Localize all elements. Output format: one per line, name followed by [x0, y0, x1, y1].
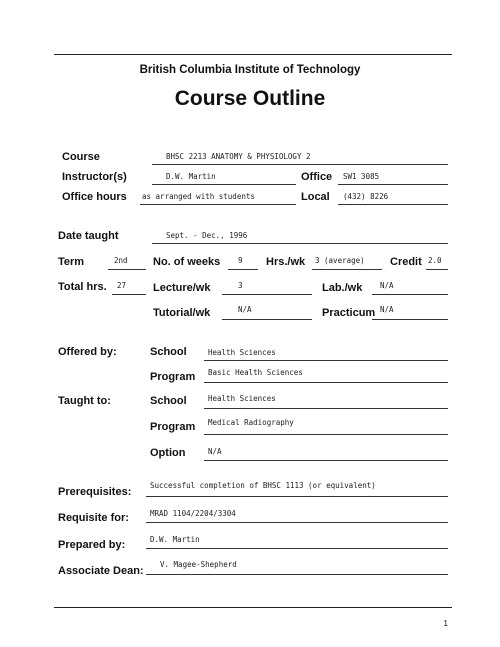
- tutorial-value: N/A: [238, 305, 252, 314]
- total-hours-line: [112, 294, 146, 295]
- term-value: 2nd: [114, 256, 128, 265]
- lecture-line: [222, 294, 312, 295]
- date-taught-line: [152, 243, 448, 244]
- offered-school-line: [204, 360, 448, 361]
- taught-program-label: Program: [150, 421, 196, 433]
- total-hours-value: 27: [117, 281, 127, 290]
- office-line: [338, 184, 448, 185]
- lecture-value: 3: [238, 281, 243, 290]
- tutorial-label: Tutorial/wk: [153, 307, 211, 319]
- lab-line: [372, 294, 448, 295]
- requisite-for-label: Requisite for:: [58, 512, 129, 524]
- prepared-by-label: Prepared by:: [58, 539, 126, 551]
- term-line: [108, 269, 146, 270]
- tutorial-line: [222, 319, 312, 320]
- taught-option-label: Option: [150, 447, 186, 459]
- course-value: BHSC 2213 ANATOMY & PHYSIOLOGY 2: [166, 152, 311, 161]
- course-label: Course: [62, 151, 100, 163]
- page-number: 1: [443, 619, 448, 628]
- credit-label: Credit: [390, 256, 422, 268]
- prepared-by-value: D.W. Martin: [150, 535, 200, 544]
- associate-dean-line: [146, 574, 448, 575]
- page-title: Course Outline: [174, 87, 326, 110]
- total-hours-label: Total hrs.: [58, 281, 107, 293]
- prerequisites-value: Successful completion of BHSC 1113 (or equivalent): [150, 481, 376, 490]
- associate-dean-value: V. Magee-Shepherd: [160, 560, 237, 569]
- local-line: [338, 204, 448, 205]
- lecture-label: Lecture/wk: [153, 282, 211, 294]
- offered-program-label: Program: [150, 371, 196, 383]
- lab-value: N/A: [380, 281, 394, 290]
- credit-value: 2.0: [428, 256, 442, 265]
- offered-school-value: Health Sciences: [208, 348, 276, 357]
- office-hours-line: [140, 204, 296, 205]
- offered-school-label: School: [150, 346, 187, 358]
- offered-program-value: Basic Health Sciences: [208, 368, 303, 377]
- term-label: Term: [58, 256, 85, 268]
- office-value: SW1 3085: [343, 172, 380, 181]
- instructor-line: [152, 184, 296, 185]
- weeks-label: No. of weeks: [153, 256, 221, 268]
- local-label: Local: [301, 191, 330, 203]
- office-hours-value: as arranged with students: [142, 192, 255, 201]
- top-rule: [54, 54, 452, 55]
- institution-name: British Columbia Institute of Technology: [139, 64, 361, 76]
- date-taught-value: Sept. - Dec., 1996: [166, 231, 248, 240]
- practicum-value: N/A: [380, 305, 394, 314]
- hrswk-line: [312, 269, 382, 270]
- prerequisites-label: Prerequisites:: [58, 486, 132, 498]
- taught-school-line: [204, 408, 448, 409]
- requisite-for-value: MRAD 1104/2204/3304: [150, 509, 236, 518]
- office-label: Office: [301, 171, 333, 183]
- weeks-line: [228, 269, 258, 270]
- lab-label: Lab./wk: [322, 282, 363, 294]
- offered-program-line: [204, 382, 448, 383]
- practicum-label: Practicum: [322, 307, 376, 319]
- taught-program-value: Medical Radiography: [208, 418, 294, 427]
- date-taught-label: Date taught: [58, 230, 119, 242]
- office-hours-label: Office hours: [62, 191, 127, 203]
- taught-program-line: [204, 434, 448, 435]
- instructor-label: Instructor(s): [62, 171, 127, 183]
- taught-school-label: School: [150, 395, 187, 407]
- taught-to-label: Taught to:: [58, 395, 111, 407]
- offered-by-label: Offered by:: [58, 346, 117, 358]
- course-line: [152, 164, 448, 165]
- taught-option-value: N/A: [208, 447, 222, 456]
- credit-line: [426, 269, 448, 270]
- taught-option-line: [204, 460, 448, 461]
- taught-school-value: Health Sciences: [208, 394, 276, 403]
- local-value: (432) 8226: [343, 192, 389, 201]
- hrswk-value: 3 (average): [315, 256, 365, 265]
- associate-dean-label: Associate Dean:: [58, 565, 144, 577]
- bottom-rule: [54, 607, 452, 608]
- weeks-value: 9: [238, 256, 243, 265]
- requisite-for-line: [146, 522, 448, 523]
- hrswk-label: Hrs./wk: [266, 256, 306, 268]
- practicum-line: [372, 319, 448, 320]
- prerequisites-line: [146, 496, 448, 497]
- prepared-by-line: [146, 548, 448, 549]
- instructor-value: D.W. Martin: [166, 172, 216, 181]
